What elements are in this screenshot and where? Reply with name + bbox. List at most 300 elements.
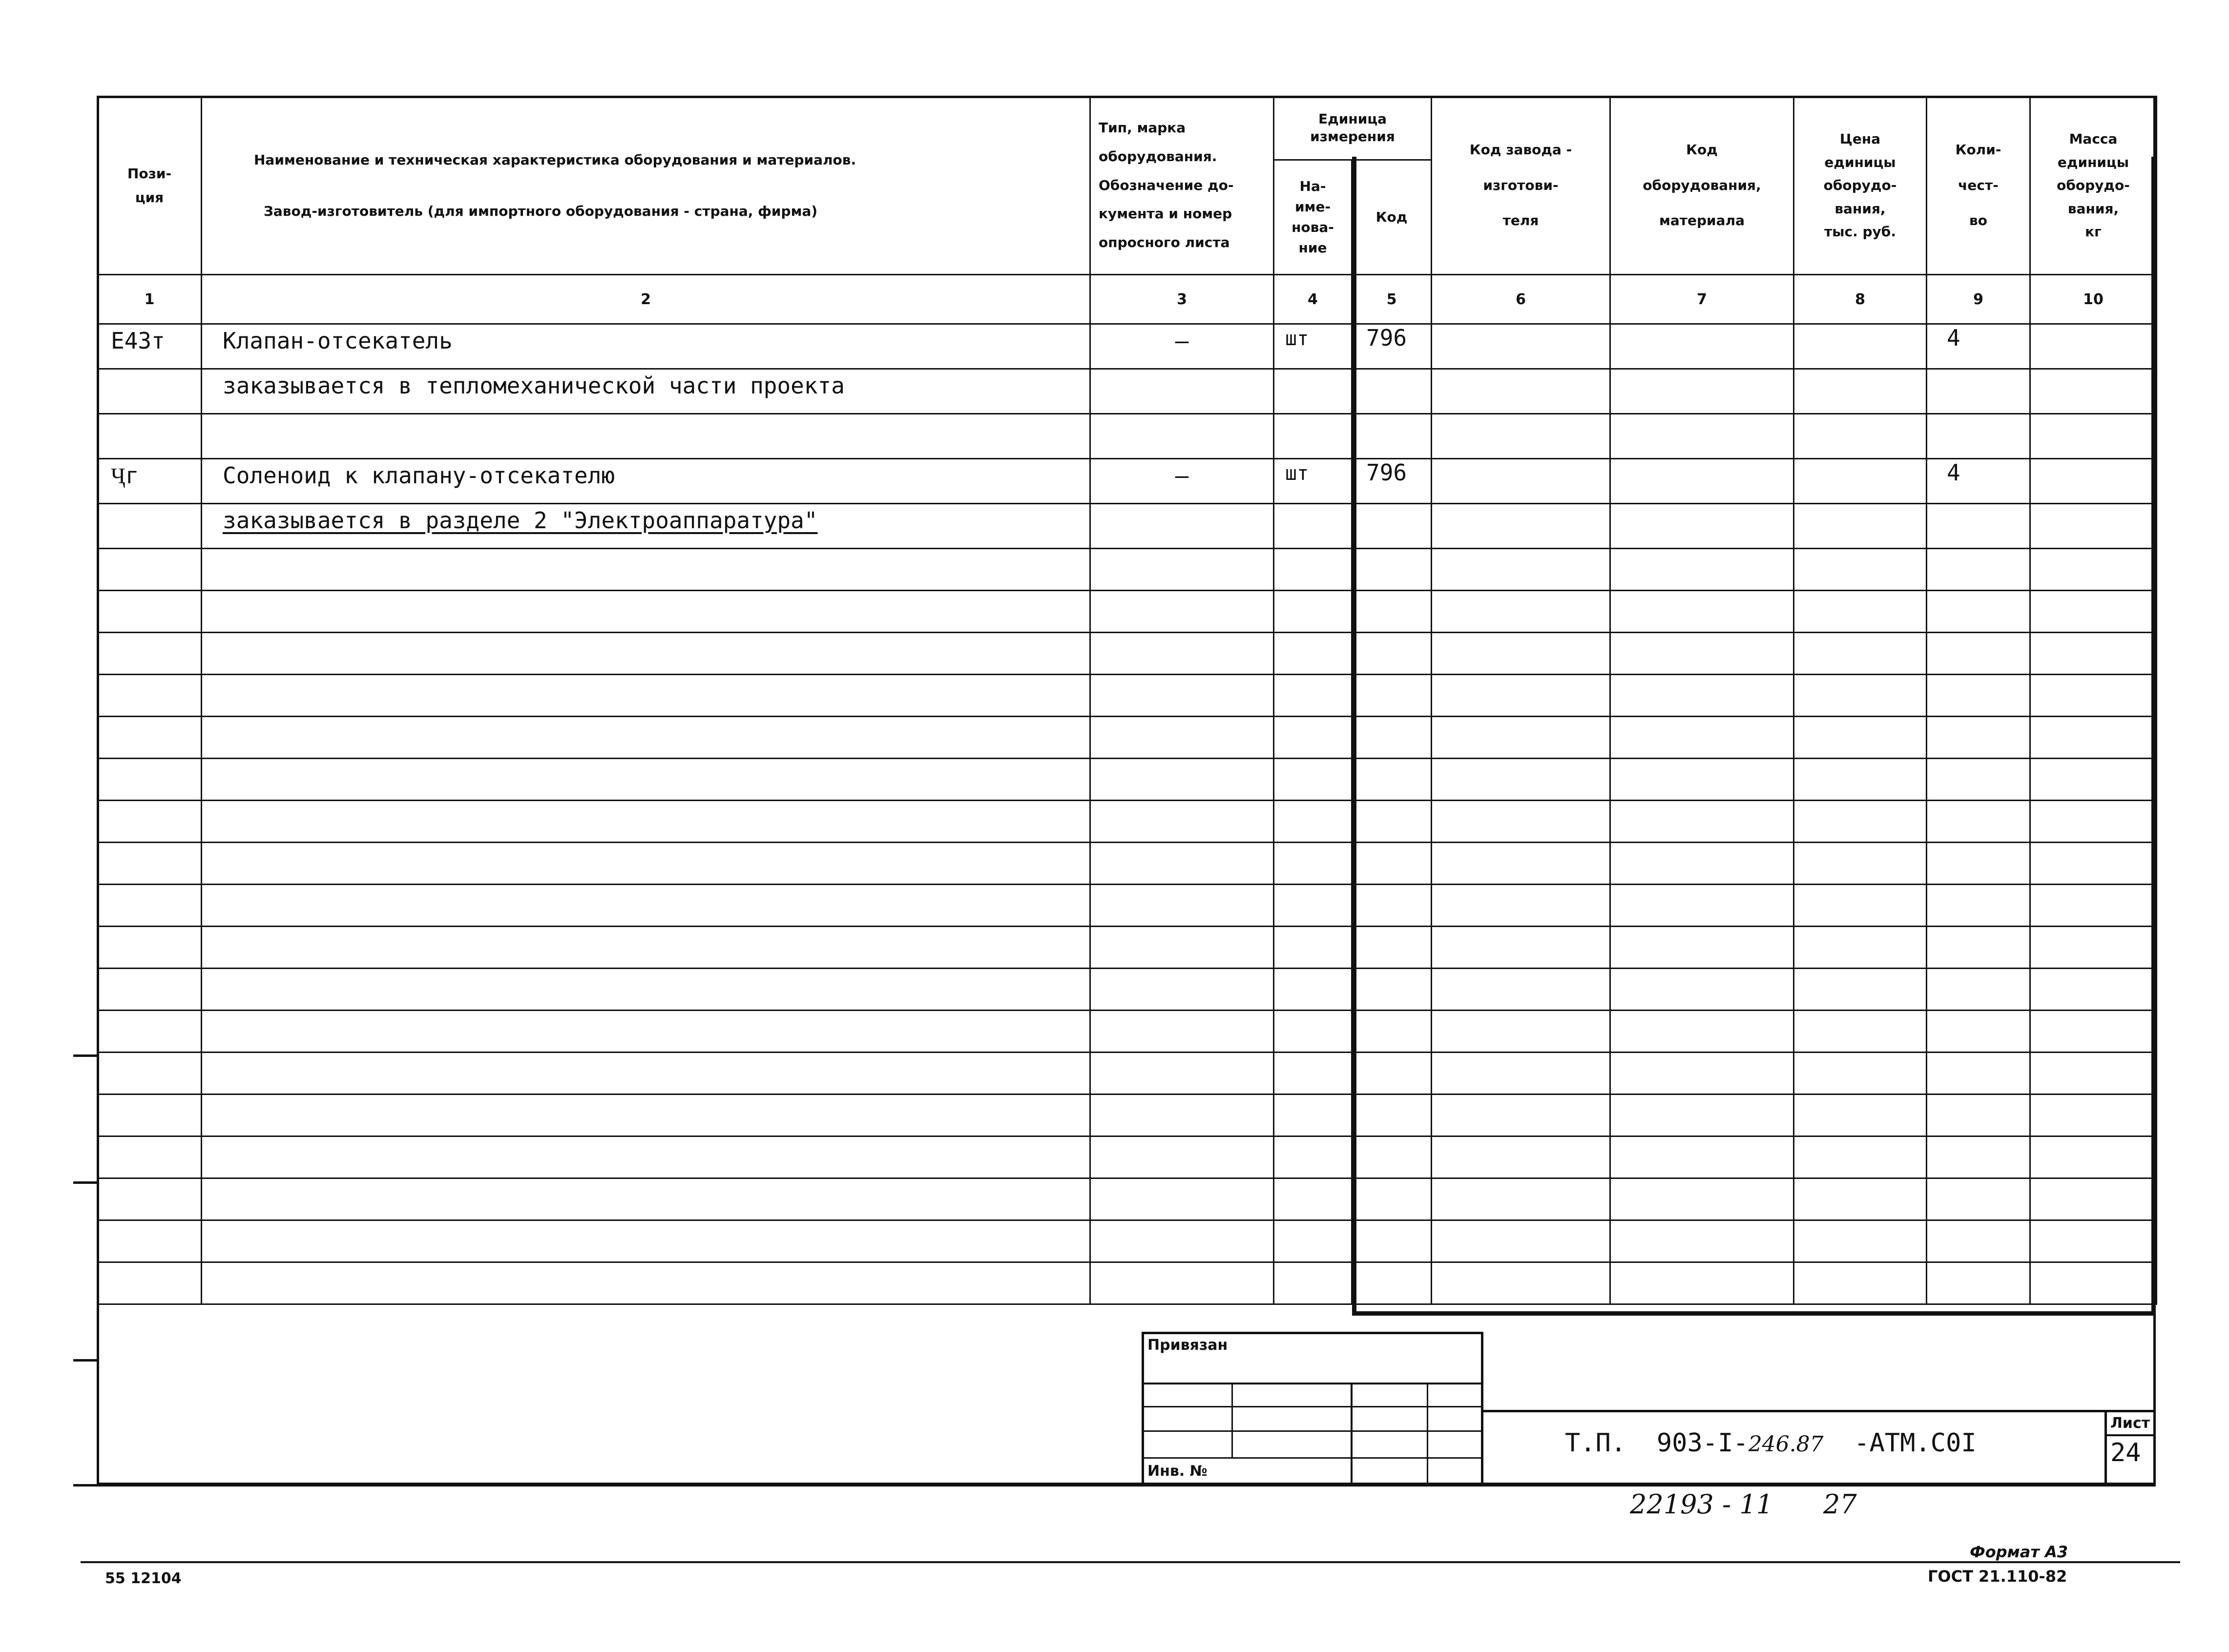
unit-name-cell bbox=[1274, 717, 1352, 759]
position-cell bbox=[98, 504, 202, 549]
mass-cell bbox=[2030, 717, 2157, 759]
name-cell bbox=[202, 843, 1090, 885]
specification-table bbox=[97, 96, 2157, 1305]
unit-code-cell bbox=[1352, 591, 1432, 633]
name-cell bbox=[202, 1220, 1090, 1262]
manufacturer-code-cell bbox=[1432, 1136, 1610, 1178]
position-cell bbox=[98, 369, 202, 414]
position-cell bbox=[98, 1094, 202, 1136]
column-number: 10 bbox=[2030, 275, 2157, 324]
table-row bbox=[98, 414, 2157, 459]
equipment-code-cell bbox=[1610, 759, 1794, 801]
equipment-code-cell bbox=[1610, 549, 1794, 591]
name-cell bbox=[202, 885, 1090, 927]
name-cell bbox=[202, 1094, 1090, 1136]
quantity-cell bbox=[1927, 1094, 2030, 1136]
unit-name-cell bbox=[1274, 759, 1352, 801]
sheet-label: Лист bbox=[2110, 1415, 2150, 1432]
manufacturer-code-cell bbox=[1432, 504, 1610, 549]
equipment-code-cell bbox=[1610, 1011, 1794, 1053]
mass-cell bbox=[2030, 549, 2157, 591]
name-cell bbox=[202, 1262, 1090, 1304]
position-cell bbox=[98, 717, 202, 759]
type-cell bbox=[1090, 801, 1274, 843]
equipment-code-cell bbox=[1610, 504, 1794, 549]
manufacturer-code-cell bbox=[1432, 369, 1610, 414]
name-cell: заказывается в тепломеханической части проекта bbox=[202, 369, 1090, 414]
column-number: 8 bbox=[1794, 275, 1927, 324]
name-cell bbox=[202, 1011, 1090, 1053]
name-cell bbox=[202, 801, 1090, 843]
name-cell bbox=[202, 591, 1090, 633]
quantity-cell bbox=[1927, 1262, 2030, 1304]
price-cell bbox=[1794, 1094, 1927, 1136]
type-cell bbox=[1090, 504, 1274, 549]
header-position: Пози- ция bbox=[98, 97, 202, 275]
manufacturer-code-cell bbox=[1432, 801, 1610, 843]
name-cell bbox=[202, 1136, 1090, 1178]
type-cell bbox=[1090, 1262, 1274, 1304]
unit-code-cell bbox=[1352, 801, 1432, 843]
unit-code-cell bbox=[1352, 414, 1432, 459]
unit-code-cell bbox=[1352, 369, 1432, 414]
type-cell bbox=[1090, 1136, 1274, 1178]
manufacturer-code-cell bbox=[1432, 969, 1610, 1011]
manufacturer-code-cell bbox=[1432, 759, 1610, 801]
equipment-code-cell bbox=[1610, 1178, 1794, 1220]
position-cell bbox=[98, 801, 202, 843]
manufacturer-code-cell bbox=[1432, 843, 1610, 885]
mass-cell bbox=[2030, 969, 2157, 1011]
type-cell bbox=[1090, 549, 1274, 591]
price-cell bbox=[1794, 843, 1927, 885]
empty-table-row bbox=[98, 969, 2157, 1011]
unit-name-cell bbox=[1274, 1262, 1352, 1304]
empty-table-row bbox=[98, 885, 2157, 927]
column-number: 5 bbox=[1352, 275, 1432, 324]
unit-name-cell bbox=[1274, 1178, 1352, 1220]
unit-code-cell bbox=[1352, 504, 1432, 549]
header-name-line2: Завод-изготовитель (для импортного оборудования - страна, фирма) bbox=[264, 203, 818, 219]
type-cell: – bbox=[1090, 459, 1274, 504]
specification-body bbox=[98, 275, 2157, 1304]
empty-table-row bbox=[98, 549, 2157, 591]
mass-cell bbox=[2030, 1094, 2157, 1136]
position-cell bbox=[98, 633, 202, 675]
column-number: 7 bbox=[1610, 275, 1794, 324]
inventory-label: Инв. № bbox=[1147, 1463, 1208, 1480]
type-cell bbox=[1090, 591, 1274, 633]
equipment-code-cell bbox=[1610, 369, 1794, 414]
equipment-code-cell bbox=[1610, 459, 1794, 504]
quantity-cell bbox=[1927, 927, 2030, 969]
handwritten-note: 22193 - 11 27 bbox=[1630, 1489, 1857, 1520]
price-cell bbox=[1794, 504, 1927, 549]
position-cell bbox=[98, 927, 202, 969]
empty-table-row bbox=[98, 927, 2157, 969]
header-type: Тип, марка оборудования. Обозначение до- кумента и номер опросного листа bbox=[1090, 97, 1274, 275]
tb-line bbox=[1142, 1332, 1144, 1485]
margin-tick bbox=[73, 1054, 97, 1057]
quantity-cell bbox=[1927, 675, 2030, 717]
type-cell bbox=[1090, 1178, 1274, 1220]
quantity-cell bbox=[1927, 843, 2030, 885]
mass-cell bbox=[2030, 414, 2157, 459]
empty-table-row bbox=[98, 717, 2157, 759]
position-cell bbox=[98, 1011, 202, 1053]
manufacturer-code-cell bbox=[1432, 459, 1610, 504]
tb-line bbox=[2104, 1410, 2107, 1485]
tb-line bbox=[2104, 1434, 2156, 1436]
position-cell bbox=[98, 759, 202, 801]
column-number: 2 bbox=[202, 275, 1090, 324]
tb-line bbox=[1142, 1406, 1483, 1407]
empty-table-row bbox=[98, 759, 2157, 801]
mass-cell bbox=[2030, 1011, 2157, 1053]
margin-tick bbox=[73, 1181, 97, 1184]
unit-code-cell bbox=[1352, 759, 1432, 801]
empty-table-row bbox=[98, 1262, 2157, 1304]
type-cell bbox=[1090, 843, 1274, 885]
position-cell bbox=[98, 675, 202, 717]
unit-code-cell bbox=[1352, 843, 1432, 885]
unit-code-cell bbox=[1352, 1094, 1432, 1136]
quantity-cell bbox=[1927, 759, 2030, 801]
name-cell bbox=[202, 717, 1090, 759]
unit-name-cell bbox=[1274, 675, 1352, 717]
price-cell bbox=[1794, 885, 1927, 927]
type-cell bbox=[1090, 1053, 1274, 1094]
unit-code-cell bbox=[1352, 633, 1432, 675]
mass-cell bbox=[2030, 459, 2157, 504]
name-cell bbox=[202, 1178, 1090, 1220]
name-cell bbox=[202, 969, 1090, 1011]
header-unit-code: Код bbox=[1352, 160, 1432, 274]
manufacturer-code-cell bbox=[1432, 324, 1610, 369]
equipment-code-cell bbox=[1610, 717, 1794, 759]
name-cell: Клапан-отсекатель bbox=[202, 324, 1090, 369]
unit-name-cell bbox=[1274, 1136, 1352, 1178]
header-price: Цена единицы оборудо- вания, тыс. руб. bbox=[1794, 97, 1927, 275]
unit-name-cell bbox=[1274, 927, 1352, 969]
tb-line bbox=[1481, 1332, 1483, 1485]
empty-table-row bbox=[98, 633, 2157, 675]
unit-name-cell bbox=[1274, 801, 1352, 843]
manufacturer-code-cell bbox=[1432, 633, 1610, 675]
quantity-cell bbox=[1927, 717, 2030, 759]
column-number-row bbox=[98, 275, 2157, 324]
mass-cell bbox=[2030, 591, 2157, 633]
table-row bbox=[98, 459, 2157, 504]
position-cell bbox=[98, 414, 202, 459]
quantity-cell bbox=[1927, 369, 2030, 414]
table-row bbox=[98, 369, 2157, 414]
mass-cell bbox=[2030, 1136, 2157, 1178]
unit-code-cell bbox=[1352, 549, 1432, 591]
unit-name-cell bbox=[1274, 504, 1352, 549]
unit-name-cell: шт bbox=[1274, 324, 1352, 369]
tb-line bbox=[1142, 1457, 1483, 1459]
position-cell bbox=[98, 885, 202, 927]
equipment-code-cell bbox=[1610, 1094, 1794, 1136]
bottom-rule bbox=[73, 1484, 2156, 1487]
mass-cell bbox=[2030, 885, 2157, 927]
price-cell bbox=[1794, 927, 1927, 969]
quantity-cell bbox=[1927, 1136, 2030, 1178]
unit-code-cell bbox=[1352, 1262, 1432, 1304]
unit-name-cell bbox=[1274, 633, 1352, 675]
price-cell bbox=[1794, 717, 1927, 759]
manufacturer-code-cell bbox=[1432, 549, 1610, 591]
mass-cell bbox=[2030, 504, 2157, 549]
manufacturer-code-cell bbox=[1432, 675, 1610, 717]
tb-line bbox=[1142, 1430, 1483, 1432]
equipment-code-cell bbox=[1610, 414, 1794, 459]
manufacturer-code-cell bbox=[1432, 885, 1610, 927]
unit-code-cell bbox=[1352, 969, 1432, 1011]
position-cell bbox=[98, 1136, 202, 1178]
quantity-cell bbox=[1927, 414, 2030, 459]
header-name-line1: Наименование и техническая характеристика оборудования и материалов. bbox=[254, 152, 856, 168]
unit-code-cell bbox=[1352, 1220, 1432, 1262]
type-cell bbox=[1090, 1094, 1274, 1136]
name-cell bbox=[202, 675, 1090, 717]
tb-line bbox=[1142, 1332, 1483, 1334]
empty-table-row bbox=[98, 1053, 2157, 1094]
quantity-cell bbox=[1927, 885, 2030, 927]
position-cell: E43т bbox=[98, 324, 202, 369]
unit-name-cell bbox=[1274, 591, 1352, 633]
price-cell bbox=[1794, 1053, 1927, 1094]
quantity-cell: 4 bbox=[1927, 324, 2030, 369]
empty-table-row bbox=[98, 1220, 2157, 1262]
header-name bbox=[202, 97, 1090, 275]
unit-name-cell bbox=[1274, 843, 1352, 885]
price-cell bbox=[1794, 1011, 1927, 1053]
margin-tick bbox=[73, 1359, 97, 1362]
position-cell bbox=[98, 549, 202, 591]
column-number: 4 bbox=[1274, 275, 1352, 324]
empty-table-row bbox=[98, 1136, 2157, 1178]
price-cell bbox=[1794, 459, 1927, 504]
type-cell bbox=[1090, 885, 1274, 927]
unit-name-cell bbox=[1274, 1220, 1352, 1262]
equipment-code-cell bbox=[1610, 675, 1794, 717]
doc-code-suffix: -АТМ.С0I bbox=[1823, 1428, 1977, 1458]
empty-table-row bbox=[98, 1178, 2157, 1220]
equipment-code-cell bbox=[1610, 927, 1794, 969]
unit-code-cell bbox=[1352, 1136, 1432, 1178]
price-cell bbox=[1794, 1262, 1927, 1304]
type-cell: – bbox=[1090, 324, 1274, 369]
name-cell bbox=[202, 414, 1090, 459]
unit-name-cell: шт bbox=[1274, 459, 1352, 504]
price-cell bbox=[1794, 369, 1927, 414]
unit-code-cell bbox=[1352, 1011, 1432, 1053]
price-cell bbox=[1794, 675, 1927, 717]
quantity-cell bbox=[1927, 1220, 2030, 1262]
unit-code-cell bbox=[1352, 675, 1432, 717]
price-cell bbox=[1794, 591, 1927, 633]
price-cell bbox=[1794, 414, 1927, 459]
header-unit-group: Единица измерения bbox=[1274, 97, 1432, 160]
tb-line bbox=[1142, 1383, 1483, 1384]
unit-code-cell bbox=[1352, 1053, 1432, 1094]
manufacturer-code-cell bbox=[1432, 1053, 1610, 1094]
type-cell bbox=[1090, 969, 1274, 1011]
name-cell bbox=[202, 927, 1090, 969]
manufacturer-code-cell bbox=[1432, 591, 1610, 633]
unit-name-cell bbox=[1274, 1094, 1352, 1136]
type-cell bbox=[1090, 675, 1274, 717]
equipment-code-cell bbox=[1610, 633, 1794, 675]
column-number: 9 bbox=[1927, 275, 2030, 324]
equipment-code-cell bbox=[1610, 1220, 1794, 1262]
equipment-code-cell bbox=[1610, 324, 1794, 369]
quantity-cell bbox=[1927, 1053, 2030, 1094]
price-cell bbox=[1794, 759, 1927, 801]
header-unit-name: На- име- нова- ние bbox=[1274, 160, 1352, 274]
empty-table-row bbox=[98, 1094, 2157, 1136]
header-quantity: Коли- чест- во bbox=[1927, 97, 2030, 275]
price-cell bbox=[1794, 801, 1927, 843]
name-cell bbox=[202, 1053, 1090, 1094]
tb-line bbox=[1427, 1383, 1428, 1485]
table-row bbox=[98, 324, 2157, 369]
manufacturer-code-cell bbox=[1432, 1094, 1610, 1136]
manufacturer-code-cell bbox=[1432, 717, 1610, 759]
column-number: 6 bbox=[1432, 275, 1610, 324]
price-cell bbox=[1794, 1178, 1927, 1220]
equipment-code-cell bbox=[1610, 969, 1794, 1011]
position-cell bbox=[98, 1053, 202, 1094]
mass-cell bbox=[2030, 927, 2157, 969]
name-cell bbox=[202, 633, 1090, 675]
manufacturer-code-cell bbox=[1432, 414, 1610, 459]
manufacturer-code-cell bbox=[1432, 1011, 1610, 1053]
document-code bbox=[1565, 1428, 1977, 1458]
mass-cell bbox=[2030, 843, 2157, 885]
type-cell bbox=[1090, 1011, 1274, 1053]
empty-table-row bbox=[98, 801, 2157, 843]
manufacturer-code-cell bbox=[1432, 927, 1610, 969]
unit-code-cell: 796 bbox=[1352, 459, 1432, 504]
quantity-cell bbox=[1927, 801, 2030, 843]
column-number: 3 bbox=[1090, 275, 1274, 324]
tb-line bbox=[1351, 1383, 1353, 1485]
column-number: 1 bbox=[98, 275, 202, 324]
quantity-cell bbox=[1927, 1178, 2030, 1220]
equipment-code-cell bbox=[1610, 591, 1794, 633]
unit-name-cell bbox=[1274, 369, 1352, 414]
equipment-code-cell bbox=[1610, 801, 1794, 843]
mass-cell bbox=[2030, 675, 2157, 717]
name-cell: заказывается в разделе 2 "Электроаппаратура" bbox=[202, 504, 1090, 549]
price-cell bbox=[1794, 1136, 1927, 1178]
position-cell: Ҷг bbox=[98, 459, 202, 504]
position-cell bbox=[98, 1220, 202, 1262]
footer-code: 55 12104 bbox=[105, 1570, 182, 1587]
mass-cell bbox=[2030, 1262, 2157, 1304]
position-cell bbox=[98, 843, 202, 885]
header-equipment-code: Код оборудования, материала bbox=[1610, 97, 1794, 275]
doc-code-prefix: Т.П. 903-I- bbox=[1565, 1428, 1749, 1458]
header-mass: Масса единицы оборудо- вания, кг bbox=[2030, 97, 2157, 275]
unit-code-cell bbox=[1352, 927, 1432, 969]
name-cell bbox=[202, 759, 1090, 801]
footer-rule bbox=[81, 1561, 2180, 1563]
quantity-cell: 4 bbox=[1927, 459, 2030, 504]
quantity-cell bbox=[1927, 591, 2030, 633]
mass-cell bbox=[2030, 369, 2157, 414]
price-cell bbox=[1794, 324, 1927, 369]
price-cell bbox=[1794, 1220, 1927, 1262]
table-row bbox=[98, 504, 2157, 549]
tb-line bbox=[1483, 1410, 2156, 1412]
quantity-cell bbox=[1927, 969, 2030, 1011]
equipment-code-cell bbox=[1610, 1136, 1794, 1178]
type-cell bbox=[1090, 414, 1274, 459]
mass-cell bbox=[2030, 324, 2157, 369]
type-cell bbox=[1090, 633, 1274, 675]
mass-cell bbox=[2030, 1220, 2157, 1262]
equipment-code-cell bbox=[1610, 843, 1794, 885]
manufacturer-code-cell bbox=[1432, 1262, 1610, 1304]
quantity-cell bbox=[1927, 504, 2030, 549]
unit-name-cell bbox=[1274, 1053, 1352, 1094]
equipment-code-cell bbox=[1610, 1262, 1794, 1304]
quantity-cell bbox=[1927, 1011, 2030, 1053]
format-label: Формат А3 bbox=[1970, 1543, 2068, 1561]
type-cell bbox=[1090, 369, 1274, 414]
unit-name-cell bbox=[1274, 969, 1352, 1011]
price-cell bbox=[1794, 633, 1927, 675]
equipment-code-cell bbox=[1610, 885, 1794, 927]
tb-line bbox=[1231, 1383, 1233, 1459]
empty-table-row bbox=[98, 591, 2157, 633]
quantity-cell bbox=[1927, 633, 2030, 675]
unit-name-cell bbox=[1274, 885, 1352, 927]
type-cell bbox=[1090, 717, 1274, 759]
mass-cell bbox=[2030, 801, 2157, 843]
mass-cell bbox=[2030, 633, 2157, 675]
name-cell bbox=[202, 549, 1090, 591]
doc-code-handwritten: 246.87 bbox=[1748, 1432, 1824, 1457]
type-cell bbox=[1090, 927, 1274, 969]
type-cell bbox=[1090, 1220, 1274, 1262]
manufacturer-code-cell bbox=[1432, 1220, 1610, 1262]
mass-cell bbox=[2030, 1053, 2157, 1094]
unit-code-cell bbox=[1352, 885, 1432, 927]
mass-cell bbox=[2030, 759, 2157, 801]
quantity-cell bbox=[1927, 549, 2030, 591]
empty-table-row bbox=[98, 843, 2157, 885]
position-cell bbox=[98, 591, 202, 633]
mass-cell bbox=[2030, 1178, 2157, 1220]
header-manufacturer-code: Код завода - изготови- теля bbox=[1432, 97, 1610, 275]
equipment-code-cell bbox=[1610, 1053, 1794, 1094]
empty-table-row bbox=[98, 675, 2157, 717]
sheet-number: 24 bbox=[2110, 1438, 2141, 1467]
type-cell bbox=[1090, 759, 1274, 801]
unit-code-cell bbox=[1352, 717, 1432, 759]
price-cell bbox=[1794, 969, 1927, 1011]
price-cell bbox=[1794, 549, 1927, 591]
empty-table-row bbox=[98, 1011, 2157, 1053]
unit-code-cell bbox=[1352, 1178, 1432, 1220]
position-cell bbox=[98, 969, 202, 1011]
unit-name-cell bbox=[1274, 549, 1352, 591]
